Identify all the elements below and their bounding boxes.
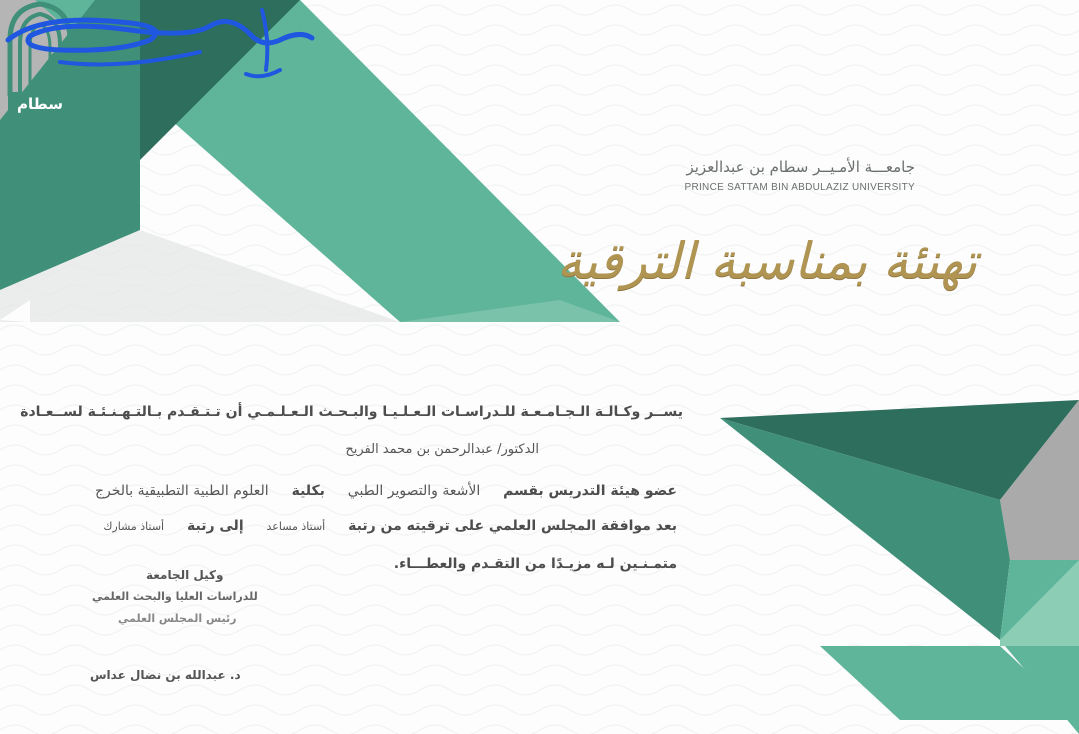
closing-line: متمـنـين لـه مزيـدًا من التقـدم والعطـــاء. <box>393 556 677 572</box>
rank-from: أستاذ مساعد <box>266 520 326 533</box>
rank-to-prefix: إلى رتبة <box>187 518 244 534</box>
signatory-title-1: وكيل الجامعة <box>146 568 224 582</box>
university-name-arabic: جامعـــة الأمـيــر سطام بن عبدالعزيز <box>686 158 915 176</box>
department-line <box>95 483 677 499</box>
certificate-heading: تهنئة بمناسبة الترقية <box>556 232 977 290</box>
handwritten-signature <box>0 0 320 90</box>
dept-prefix: عضو هيئة التدريس بقسم <box>503 483 677 499</box>
college-prefix: بكلية <box>291 483 325 499</box>
signatory-title-3: رئيس المجلس العلمي <box>118 612 237 625</box>
approval-line <box>103 518 677 534</box>
logo-text: سطام <box>17 95 63 113</box>
rank-to: أستاذ مشارك <box>103 520 165 533</box>
intro-line: يســر وكـالـة الـجـامـعـة للـدراسـات الـعـلـيـا والبـحـث الـعـلـمـي أن تـتـقـدم بـالتـهـنـئـة لســعـادة <box>20 404 683 420</box>
department-value: الأشعة والتصوير الطبي <box>347 483 481 499</box>
university-name-english: PRINCE SATTAM BIN ABDULAZIZ UNIVERSITY <box>684 182 915 193</box>
signatory-title-2: للدراسات العليا والبحث العلمي <box>92 590 258 603</box>
approval-prefix: بعد موافقة المجلس العلمي على ترقيته من رتبة <box>348 518 677 534</box>
college-value: العلوم الطبية التطبيقية بالخرج <box>94 483 269 499</box>
recipient-name: الدكتور/ عبدالرحمن بن محمد الفريح <box>345 442 539 457</box>
signatory-name: د. عبدالله بن نضال عداس <box>90 668 241 682</box>
